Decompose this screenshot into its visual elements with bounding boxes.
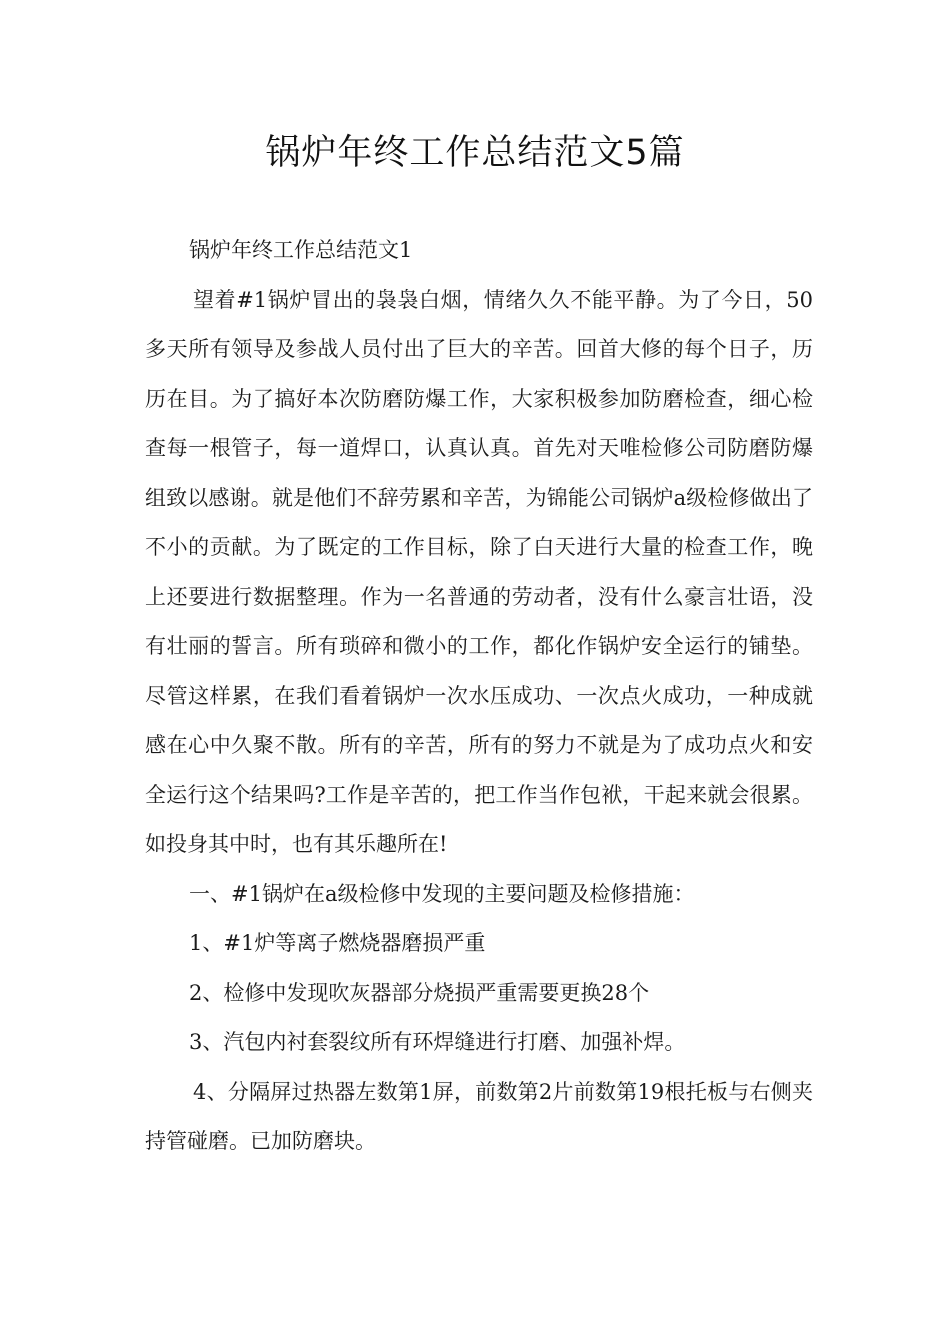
list-item: 1、#1炉等离子燃烧器磨损严重 [189, 931, 486, 955]
list-item: 4、分隔屏过热器左数第1屏，前数第2片前数第19根托板与右侧夹持管碰磨。已加防磨块。 [145, 1079, 813, 1153]
document-body [145, 226, 813, 1167]
list-heading: 一、#1锅炉在a级检修中发现的主要问题及检修措施： [189, 881, 695, 906]
body-paragraph: 望着#1锅炉冒出的袅袅白烟，情绪久久不能平静。为了今日，50多天所有领导及参战人员付出了巨大的辛苦。回首大修的每个日子，历历在目。为了搞好本次防磨防爆工作，大家积极参加防磨检查，细心检查每一根管子，每一道焊口，认真认真。首先对天唯检修公司防磨防爆组致以感谢。就是他们不辞劳累和辛苦，为锦能公司锅炉a级检修做出了不小的贡献。为了既定的工作目标，除了白天进行大量的检查工作，晚上还要进行数据整理。作为一名普通的劳动者，没有什么豪言壮语，没有壮丽的誓言。所有琐碎和微小的工作，都化作锅炉安全运行的铺垫。尽管这样累，在我们看着锅炉一次水压成功、一次点火成功，一种成就感在心中久聚不散。所有的辛苦，所有的努力不就是为了成功点火和安全运行这个结果吗?工作是辛苦的，把工作当作包袱，干起来就会很累。如投身其中时，也有其乐趣所在! [145, 287, 813, 856]
section-heading: 锅炉年终工作总结范文1 [189, 238, 413, 262]
document-title: 锅炉年终工作总结范文5篇 [265, 133, 685, 173]
list-item: 3、汽包内衬套裂纹所有环焊缝进行打磨、加强补焊。 [189, 1030, 686, 1054]
list-item: 2、检修中发现吹灰器部分烧损严重需要更换28个 [189, 980, 650, 1005]
